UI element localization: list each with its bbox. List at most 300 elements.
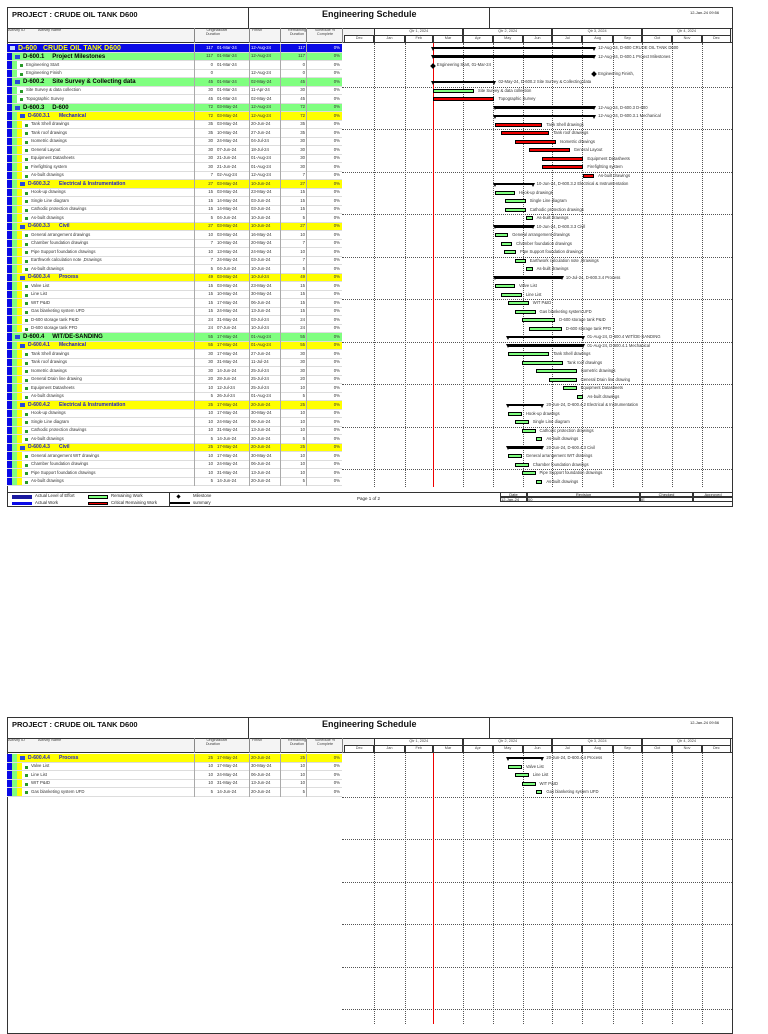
column-divider: [280, 146, 281, 155]
remaining-work-bar[interactable]: [536, 369, 577, 373]
activity-row[interactable]: [7, 189, 342, 198]
remaining-work-bar[interactable]: [549, 378, 576, 382]
column-divider: [194, 231, 195, 240]
gantt-gridline: [342, 129, 732, 130]
summary-bar[interactable]: [495, 225, 533, 228]
original-duration: 15: [208, 189, 213, 194]
remaining-work-bar[interactable]: [508, 412, 522, 416]
month-label: Mar: [444, 36, 452, 40]
start-date: 04-Jun-24: [217, 265, 237, 271]
remaining-work-bar[interactable]: [515, 310, 536, 314]
wbs-id: D-600.4.4: [28, 754, 50, 761]
finish-date: 13-Jun-24: [251, 780, 271, 785]
activity-icon: [25, 791, 28, 794]
column-header-pct[interactable]: Schedule % Complete: [314, 738, 336, 746]
remaining-work-bar[interactable]: [508, 765, 522, 769]
remaining-duration: 15: [300, 189, 305, 194]
column-divider: [194, 206, 195, 215]
remaining-work-bar[interactable]: [495, 284, 516, 288]
activity-row[interactable]: [7, 461, 342, 470]
finish-date: 30-May-24: [251, 452, 272, 458]
column-header-start[interactable]: Start: [219, 738, 228, 742]
original-duration: 15: [208, 197, 213, 203]
activity-row[interactable]: [7, 163, 342, 172]
original-duration: 7: [210, 257, 213, 262]
milestone-label: Engineering Finish,: [598, 70, 635, 76]
column-divider: [249, 771, 250, 780]
wbs-group-row[interactable]: [7, 401, 342, 410]
schedule-percent-complete: 0%: [333, 87, 340, 92]
remaining-work-bar[interactable]: [515, 420, 529, 424]
critical-remaining-bar[interactable]: [583, 174, 594, 178]
bar-label: General Drain line drawing: [580, 376, 631, 382]
activity-row[interactable]: [7, 376, 342, 385]
schedule-percent-complete: 0%: [333, 172, 340, 177]
activity-row[interactable]: [7, 197, 342, 206]
column-divider: [280, 452, 281, 461]
bar-label: As-built drawings: [536, 266, 569, 271]
summary-bar[interactable]: [433, 81, 495, 84]
finish-date: 20-Jun-24: [251, 401, 271, 407]
month-label: May: [504, 746, 512, 750]
remaining-work-bar[interactable]: [504, 250, 516, 254]
schedule-percent-complete: 0%: [333, 146, 340, 152]
wbs-group-row[interactable]: [7, 274, 342, 283]
wbs-group-row[interactable]: [7, 223, 342, 232]
activity-row[interactable]: [7, 771, 342, 780]
wbs-id: D-600.3.2: [28, 180, 50, 187]
original-duration: 117: [206, 44, 213, 50]
activity-row[interactable]: [7, 155, 342, 164]
column-divider: [280, 223, 281, 232]
critical-remaining-bar[interactable]: [433, 97, 495, 101]
activity-row[interactable]: [7, 452, 342, 461]
column-divider: [194, 138, 195, 147]
finish-date: 30-May-24: [251, 410, 272, 415]
column-divider: [280, 28, 281, 43]
activity-row[interactable]: [7, 418, 342, 427]
revision-header: Revision: [575, 491, 592, 497]
column-header-finish[interactable]: Finish: [252, 28, 263, 32]
column-divider: [280, 780, 281, 789]
column-divider: [280, 189, 281, 198]
activity-row[interactable]: [7, 257, 342, 266]
activity-row[interactable]: [7, 359, 342, 368]
remaining-work-bar[interactable]: [577, 395, 584, 399]
column-divider: [194, 359, 195, 368]
column-header-activity-name[interactable]: Activity Name: [38, 738, 62, 742]
wbs-id: D-600.4.3: [28, 444, 50, 451]
critical-remaining-bar[interactable]: [542, 165, 583, 169]
column-divider: [194, 257, 195, 266]
activity-row[interactable]: [7, 350, 342, 359]
column-divider: [249, 350, 250, 359]
schedule-percent-complete: 0%: [333, 418, 340, 424]
critical-remaining-bar[interactable]: [501, 131, 549, 135]
schedule-percent-complete: 0%: [333, 206, 340, 211]
activity-row[interactable]: [7, 325, 342, 334]
remaining-work-bar[interactable]: [536, 480, 543, 484]
activity-icon: [25, 149, 28, 152]
remaining-work-bar[interactable]: [536, 437, 543, 441]
activity-icon: [25, 481, 28, 484]
outline-band: [17, 763, 22, 771]
schedule-percent-complete: 0%: [333, 367, 340, 373]
column-header-orig-dur[interactable]: Original Duration: [205, 738, 221, 746]
column-divider: [306, 461, 307, 470]
column-divider: [194, 197, 195, 206]
finish-date: 02-May-24: [251, 95, 272, 101]
activity-row[interactable]: [7, 478, 342, 487]
column-divider: [280, 231, 281, 240]
column-divider: [194, 780, 195, 789]
milestone-row[interactable]: [7, 61, 342, 70]
column-header-rem-dur[interactable]: Remaining Duration: [287, 738, 307, 746]
summary-bar[interactable]: [495, 183, 533, 186]
column-divider: [280, 754, 281, 763]
wbs-group-row[interactable]: [7, 180, 342, 189]
column-divider: [249, 435, 250, 444]
finish-date: 12-Aug-24: [251, 53, 272, 58]
activity-name: As-built drawings: [31, 172, 64, 177]
column-divider: [280, 435, 281, 444]
summary-bar[interactable]: [508, 404, 542, 407]
start-date: 31-May-24: [217, 780, 238, 785]
remaining-duration: 10: [300, 427, 305, 432]
activity-icon: [25, 472, 28, 475]
critical-remaining-bar[interactable]: [495, 123, 543, 127]
remaining-work-bar[interactable]: [505, 208, 526, 212]
outline-band: [17, 155, 22, 163]
bar-label: Single Line diagram: [532, 419, 570, 424]
summary-bar[interactable]: [495, 115, 595, 118]
wbs-group-row[interactable]: [7, 44, 342, 53]
outline-band: [17, 121, 22, 129]
finish-date: 25-Jul-24: [251, 367, 269, 373]
column-divider: [194, 53, 195, 62]
critical-remaining-bar[interactable]: [542, 157, 583, 161]
remaining-work-bar[interactable]: [522, 429, 536, 433]
remaining-work-bar[interactable]: [526, 216, 533, 220]
activity-icon: [25, 370, 28, 373]
column-header-pct[interactable]: Schedule % Complete: [314, 28, 336, 36]
finish-date: 12-Aug-24: [251, 44, 272, 50]
wbs-name: Electrical & Instrumentation: [59, 401, 126, 408]
column-divider: [306, 248, 307, 257]
column-divider: [342, 28, 343, 43]
column-divider: [194, 325, 195, 334]
activity-name: Chamber foundation drawings: [31, 240, 89, 245]
column-header-activity-id[interactable]: Activity ID: [8, 738, 25, 742]
column-divider: [280, 384, 281, 393]
column-divider: [194, 316, 195, 325]
column-divider: [249, 754, 250, 763]
summary-bar[interactable]: [495, 106, 595, 109]
column-divider: [280, 70, 281, 79]
activity-row[interactable]: [7, 146, 342, 155]
activity-row[interactable]: [7, 308, 342, 317]
activity-icon: [25, 124, 28, 127]
wbs-name: Mechanical: [59, 112, 86, 119]
activity-row[interactable]: [7, 763, 342, 772]
column-divider: [280, 410, 281, 419]
activity-row[interactable]: [7, 410, 342, 419]
activity-row[interactable]: [7, 248, 342, 257]
wbs-group-row[interactable]: [7, 754, 342, 763]
remaining-work-bar[interactable]: [526, 267, 533, 271]
activity-row[interactable]: [7, 291, 342, 300]
activity-row[interactable]: [7, 282, 342, 291]
bar-label: Hook-up drawings: [525, 410, 560, 416]
milestone-row[interactable]: [7, 70, 342, 79]
wbs-group-row[interactable]: [7, 112, 342, 121]
remaining-work-bar[interactable]: [505, 199, 526, 203]
summary-bar[interactable]: [433, 55, 594, 58]
start-date: 14-Jun-24: [217, 788, 237, 794]
activity-row[interactable]: [7, 138, 342, 147]
remaining-work-bar[interactable]: [536, 790, 543, 794]
column-divider: [280, 206, 281, 215]
legend-label: Actual Work: [35, 499, 59, 505]
wbs-name: Mechanical: [59, 342, 86, 349]
column-divider: [280, 350, 281, 359]
start-date: 31-May-24: [217, 469, 238, 475]
remaining-work-bar[interactable]: [501, 242, 512, 246]
activity-icon: [25, 175, 28, 178]
remaining-work-bar[interactable]: [515, 463, 529, 467]
remaining-work-bar[interactable]: [495, 191, 516, 195]
finish-date: 01-Aug-24: [251, 333, 272, 339]
activity-row[interactable]: [7, 367, 342, 376]
finish-date: 23-May-24: [251, 282, 272, 288]
column-divider: [306, 418, 307, 427]
activity-row[interactable]: [7, 121, 342, 130]
activity-row[interactable]: [7, 265, 342, 274]
column-divider: [280, 180, 281, 189]
activity-icon: [25, 251, 28, 254]
column-divider: [280, 763, 281, 772]
critical-remaining-bar[interactable]: [529, 148, 570, 152]
column-divider: [249, 427, 250, 436]
activity-icon: [25, 421, 28, 424]
activity-row[interactable]: [7, 231, 342, 240]
activity-row[interactable]: [7, 780, 342, 789]
column-divider: [194, 478, 195, 487]
column-divider: [249, 478, 250, 487]
activity-row[interactable]: [7, 469, 342, 478]
column-divider: [249, 129, 250, 138]
activity-icon: [25, 396, 28, 399]
column-divider: [249, 95, 250, 104]
remaining-work-bar[interactable]: [508, 301, 529, 305]
column-divider: [194, 248, 195, 257]
wbs-group-row[interactable]: [7, 104, 342, 113]
column-header-activity-name[interactable]: Activity Name: [38, 28, 62, 32]
wbs-name: Process: [59, 754, 79, 761]
month-gridline: [493, 753, 494, 1024]
activity-row[interactable]: [7, 427, 342, 436]
remaining-duration: 5: [302, 265, 305, 271]
column-divider: [194, 418, 195, 427]
schedule-percent-complete: 0%: [333, 78, 340, 84]
remaining-work-bar[interactable]: [508, 454, 522, 458]
legend-swatch-icon: [12, 502, 32, 506]
activity-row[interactable]: [7, 316, 342, 325]
column-header-finish[interactable]: Finish: [252, 738, 263, 742]
start-date: 10-May-24: [217, 291, 238, 296]
activity-name: Line List: [31, 771, 48, 777]
activity-row[interactable]: [7, 240, 342, 249]
wbs-group-row[interactable]: [7, 333, 342, 342]
schedule-percent-complete: 0%: [333, 197, 340, 203]
finish-date: 12-Aug-24: [251, 112, 272, 118]
remaining-work-bar[interactable]: [515, 773, 529, 777]
finish-date: 03-Jul-24: [251, 316, 269, 322]
column-divider: [306, 333, 307, 342]
original-duration: 7: [210, 172, 213, 177]
remaining-duration: 10: [300, 384, 305, 390]
remaining-duration: 15: [300, 291, 305, 296]
column-divider: [306, 325, 307, 334]
summary-bar[interactable]: [508, 336, 583, 339]
activity-icon: [25, 413, 28, 416]
remaining-duration: 25: [300, 754, 305, 760]
activity-row[interactable]: [7, 129, 342, 138]
column-divider: [194, 410, 195, 419]
summary-bar[interactable]: [495, 276, 562, 279]
original-duration: 7: [210, 240, 213, 245]
column-header-activity-id[interactable]: Activity ID: [8, 28, 25, 32]
legend-label: Critical Remaining Work: [111, 499, 158, 505]
remaining-duration: 10: [300, 410, 305, 415]
remaining-duration: 30: [300, 367, 305, 373]
summary-bar[interactable]: [433, 47, 594, 50]
column-divider: [194, 788, 195, 797]
column-divider: [306, 410, 307, 419]
activity-row[interactable]: [7, 788, 342, 797]
wbs-name: WIT/DE-SANDING: [52, 334, 103, 341]
activity-row[interactable]: [7, 299, 342, 308]
outline-band: [17, 771, 22, 779]
outline-band: [17, 138, 22, 146]
quarter-label: Qtr 4, 2024: [677, 739, 697, 743]
finish-date: 27-Jun-24: [251, 129, 271, 135]
activity-name: Isometric drawings: [31, 367, 67, 373]
outline-band: [17, 350, 22, 358]
summary-bar[interactable]: [508, 344, 583, 347]
schedule-percent-complete: 0%: [333, 299, 340, 305]
column-header-start[interactable]: Start: [219, 28, 228, 32]
activity-name: Cathodic protection drawings: [31, 427, 87, 432]
original-duration: 15: [208, 308, 213, 313]
remaining-duration: 30: [300, 350, 305, 356]
finish-date: 24-May-24: [251, 248, 272, 254]
activity-icon: [25, 192, 28, 195]
remaining-work-bar[interactable]: [522, 318, 555, 322]
bar-label: Line List: [532, 772, 549, 777]
outline-band: [17, 291, 22, 299]
column-divider: [249, 367, 250, 376]
column-divider: [249, 342, 250, 351]
start-date: 12-Jul-24: [217, 384, 235, 390]
finish-date: 03-Jun-24: [251, 206, 271, 211]
wbs-group-row[interactable]: [7, 444, 342, 453]
remaining-work-bar[interactable]: [433, 89, 474, 93]
original-duration: 5: [210, 478, 213, 483]
schedule-percent-complete: 0%: [333, 129, 340, 135]
wbs-id: D-600.4: [23, 334, 45, 341]
schedule-percent-complete: 0%: [333, 393, 340, 398]
remaining-duration: 55: [300, 333, 305, 339]
column-divider: [306, 342, 307, 351]
wbs-group-row[interactable]: [7, 78, 342, 87]
critical-remaining-bar[interactable]: [515, 140, 556, 144]
column-divider: [306, 70, 307, 79]
original-duration: 15: [208, 206, 213, 211]
finish-date: 30-May-24: [251, 763, 272, 768]
schedule-percent-complete: 0%: [333, 163, 340, 169]
schedule-percent-complete: 0%: [333, 452, 340, 458]
activity-row[interactable]: [7, 95, 342, 104]
start-date: 24-May-24: [217, 461, 238, 466]
remaining-work-bar[interactable]: [529, 327, 562, 331]
activity-icon: [25, 243, 28, 246]
activity-row[interactable]: [7, 172, 342, 181]
wbs-group-row[interactable]: [7, 342, 342, 351]
remaining-work-bar[interactable]: [501, 293, 522, 297]
start-date: 17-May-24: [217, 299, 238, 305]
bar-label: Cathodic protection drawings: [539, 427, 594, 433]
remaining-work-bar[interactable]: [522, 361, 563, 365]
activity-row[interactable]: [7, 384, 342, 393]
bar-label: D-600 storage tank P&ID: [559, 317, 606, 322]
remaining-work-bar[interactable]: [508, 352, 549, 356]
column-divider: [306, 738, 307, 753]
bar-label: Isometric drawings: [560, 138, 595, 144]
remaining-work-bar[interactable]: [563, 386, 577, 390]
activity-icon: [25, 302, 28, 305]
finish-date: 06-Jun-24: [251, 461, 271, 466]
remaining-work-bar[interactable]: [495, 233, 509, 237]
finish-date: 01-Aug-24: [251, 163, 272, 169]
activity-name: Valve List: [31, 282, 50, 288]
summary-bar[interactable]: [508, 446, 542, 449]
remaining-work-bar[interactable]: [522, 782, 536, 786]
original-duration: 10: [208, 427, 213, 432]
remaining-work-bar[interactable]: [522, 471, 536, 475]
month-label: Jun: [534, 746, 541, 750]
activity-row[interactable]: [7, 435, 342, 444]
activity-name: Line List: [31, 291, 48, 296]
wbs-name: Site Survey & Collecting data: [52, 79, 136, 86]
activity-row[interactable]: [7, 87, 342, 96]
outline-band: [17, 780, 22, 788]
column-header-rem-dur[interactable]: Remaining Duration: [287, 28, 307, 36]
activity-row[interactable]: [7, 206, 342, 215]
start-date: 03-May-24: [217, 223, 238, 228]
activity-row[interactable]: [7, 393, 342, 402]
column-divider: [306, 257, 307, 266]
activity-name: As-built drawings: [31, 435, 64, 441]
summary-bar[interactable]: [508, 757, 542, 760]
wbs-group-row[interactable]: [7, 53, 342, 62]
remaining-work-bar[interactable]: [515, 259, 526, 263]
activity-icon: [25, 379, 28, 382]
activity-row[interactable]: [7, 214, 342, 223]
wbs-folder-icon: [20, 182, 25, 186]
original-duration: 30: [208, 350, 213, 356]
column-header-orig-dur[interactable]: Original Duration: [205, 28, 221, 36]
